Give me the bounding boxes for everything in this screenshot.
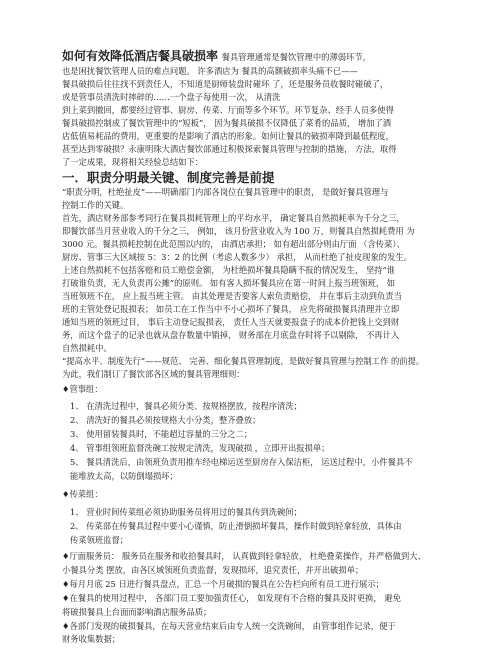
timian-line: 财务收集数据；	[62, 634, 121, 644]
chuancai-item: 2、 传菜部在传餐具过程中要小心谨慎，防止滑倒损坏餐具，操作时做到轻拿轻放，具体由	[70, 521, 402, 531]
guanshi-item: 1、 在清洗过程中，餐具必须分类、按规格摆放，按程序清洗；	[70, 401, 302, 411]
intro-line: 或是管事员清洗时摔碎的……一个盘子每使用一次， 从清洗	[62, 92, 281, 102]
document-title	[62, 49, 432, 63]
timian-line: 小餐具分类 摆放，由各区域领班负责监督，发现损坏，追究责任，并开出破损单；	[62, 565, 364, 575]
timian-line: ♦每月月底 25 日进行餐具盘点，汇总一个月破损的餐具在公告栏向所有员工进行展示；	[62, 579, 384, 589]
paragraph-line: 班的主管处登记报损表； 如员工在工作当中不小心损坏了餐具， 应先将破损餐具清理并立即	[62, 304, 400, 314]
timian-line: ♦各部门发现的破损餐具，在每天营业结束后由专人统一交洗碗间， 由管事组作记录，便于	[62, 621, 396, 631]
intro-line: 餐具破损控制成了餐饮管理中的“短板”， 因为餐具破损不仅降低了菜肴的品质， 增加了酒	[62, 118, 392, 128]
intro-line: 餐具破损后往往找不到责任人，不知道是厨师装盘时碰坏 了，还是服务员收餐时碰破了，	[62, 79, 389, 89]
guanshi-label: ♦管事组：	[62, 384, 103, 394]
paragraph-line: 厨房、管事三大区域按 5：3：2 的比例（考虑人数多少） 承担， 从而杜绝了扯皮现象的发生。	[62, 252, 412, 262]
paragraph-line: 为此，我们制订了餐饮部各区域的餐具管理细则：	[62, 369, 245, 379]
paragraph-line: 自然损耗中。	[62, 343, 112, 353]
guanshi-item: 3、 使用留装餐具时，不能超过容量的三分之二；	[70, 429, 253, 439]
section-heading: 一．职责分明最关键、制度完善是前提	[62, 170, 275, 185]
paragraph-line: 通知当班的领班过目， 事后主动登记报损表， 责任人当天就要报盘子的成本价把钱上交到财	[62, 317, 400, 327]
intro-line: 甚至达到零破损？永康明珠大酒店餐饮部通过积极探索餐具管理与控制的措施， 方法，取得	[62, 144, 397, 154]
intro-line: 店低值易耗品的费用，更重要的是影响了酒店的形象。如何让餐具的破损率降到最低程度，	[62, 131, 394, 141]
timian-line: ♦厅面服务员： 服务员在服务和收拾餐具时， 认真做到轻拿轻放， 杜绝叠菜操作，并严格做到大、	[62, 551, 426, 561]
guanshi-item: 2、 清洗好的餐具必须按规格大小分类，整齐叠放；	[70, 415, 261, 425]
paragraph-line: 控制工作的关键。	[62, 200, 129, 210]
intro-line: 也是困扰餐饮管理人员的难点问题。 许多酒店为 餐具的高额破损率头痛不已——	[62, 66, 358, 76]
paragraph-line: 上述自然损耗不包括客赔和员工赔偿金额， 为杜绝损坏餐具隐瞒不报的情况发生， 坚持“谁	[62, 265, 396, 275]
paragraph-line: 务，而这个盘子的记录也就从盘存数量中销掉， 财务部在月底盘存时将予以剔除， 不再计入	[62, 330, 400, 340]
title-heading: 如何有效降低酒店餐具破损率	[62, 49, 219, 63]
paragraph-line: 首先，酒店财务部参考同行在餐具损耗管理上的平均水平， 确定餐具自然损耗率为千分之三，	[62, 213, 405, 223]
chuancai-item: 1、 营业时间传菜组必须协助服务员将用过的餐具传到洗碗间；	[70, 507, 302, 517]
paragraph-line: “职责分明，杜绝扯皮”——明确部门内部各岗位在餐具管理中的职责， 是做好餐具管理与	[62, 187, 389, 197]
paragraph-line: “提高水平、制度先行”——规范、 完善、细化餐具管理制度，是做好餐具管理与控制工作 的前提。	[62, 356, 425, 366]
intro-line: 了一定成果，现将相关经验总结如下：	[62, 157, 204, 167]
paragraph-line: 3000 元。餐具损耗控制在此范围以内的， 由酒店承担； 如有超出部分则由厅面 （含传菜）、	[62, 239, 405, 249]
chuancai-label: ♦传菜组：	[62, 489, 103, 499]
intro-line: 到上菜到撤回，都要经过管事、厨房、传菜、厅面等多个环节。环节复杂、经手人员多使得	[62, 105, 394, 115]
guanshi-item: 能堆放太高，以防倒塌损坏；	[70, 471, 178, 481]
timian-line: ♦在餐具的使用过程中， 各部门员工要加强责任心， 如发现有不合格的餐具及时更换， 避免	[62, 593, 401, 603]
timian-line: 将破损餐具上台面而影响酒店服务品质；	[62, 607, 212, 617]
title-continuation: 餐具管理通常是餐饮管理中的薄弱环节，	[221, 52, 371, 62]
guanshi-item: 5、 餐具清洗后，由领班负责用推车经电梯运送至厨房存入保洁柜， 运送过程中，小件餐具不	[70, 457, 413, 467]
paragraph-line: 即餐饮部当月营业收入的千分之三， 例如， 该月份营业收入为 100 万，则餐具自然损耗费用 为	[62, 226, 415, 236]
guanshi-item: 4、 管事组领班监督洗碗工按规定清洗，发现破损 ，立即开出报损单；	[70, 443, 330, 453]
paragraph-line: 当班领班不在， 应上报当班主管。 由其处理是否要客人索负责赔偿， 并在事后主动到负责当	[62, 291, 402, 301]
paragraph-line: 打破谁负责，无人负责再公摊”的原则。 如有客人损坏餐具应在第一时间上报当班领班， 如	[62, 278, 396, 288]
chuancai-item: 传菜领班监督；	[70, 535, 129, 545]
